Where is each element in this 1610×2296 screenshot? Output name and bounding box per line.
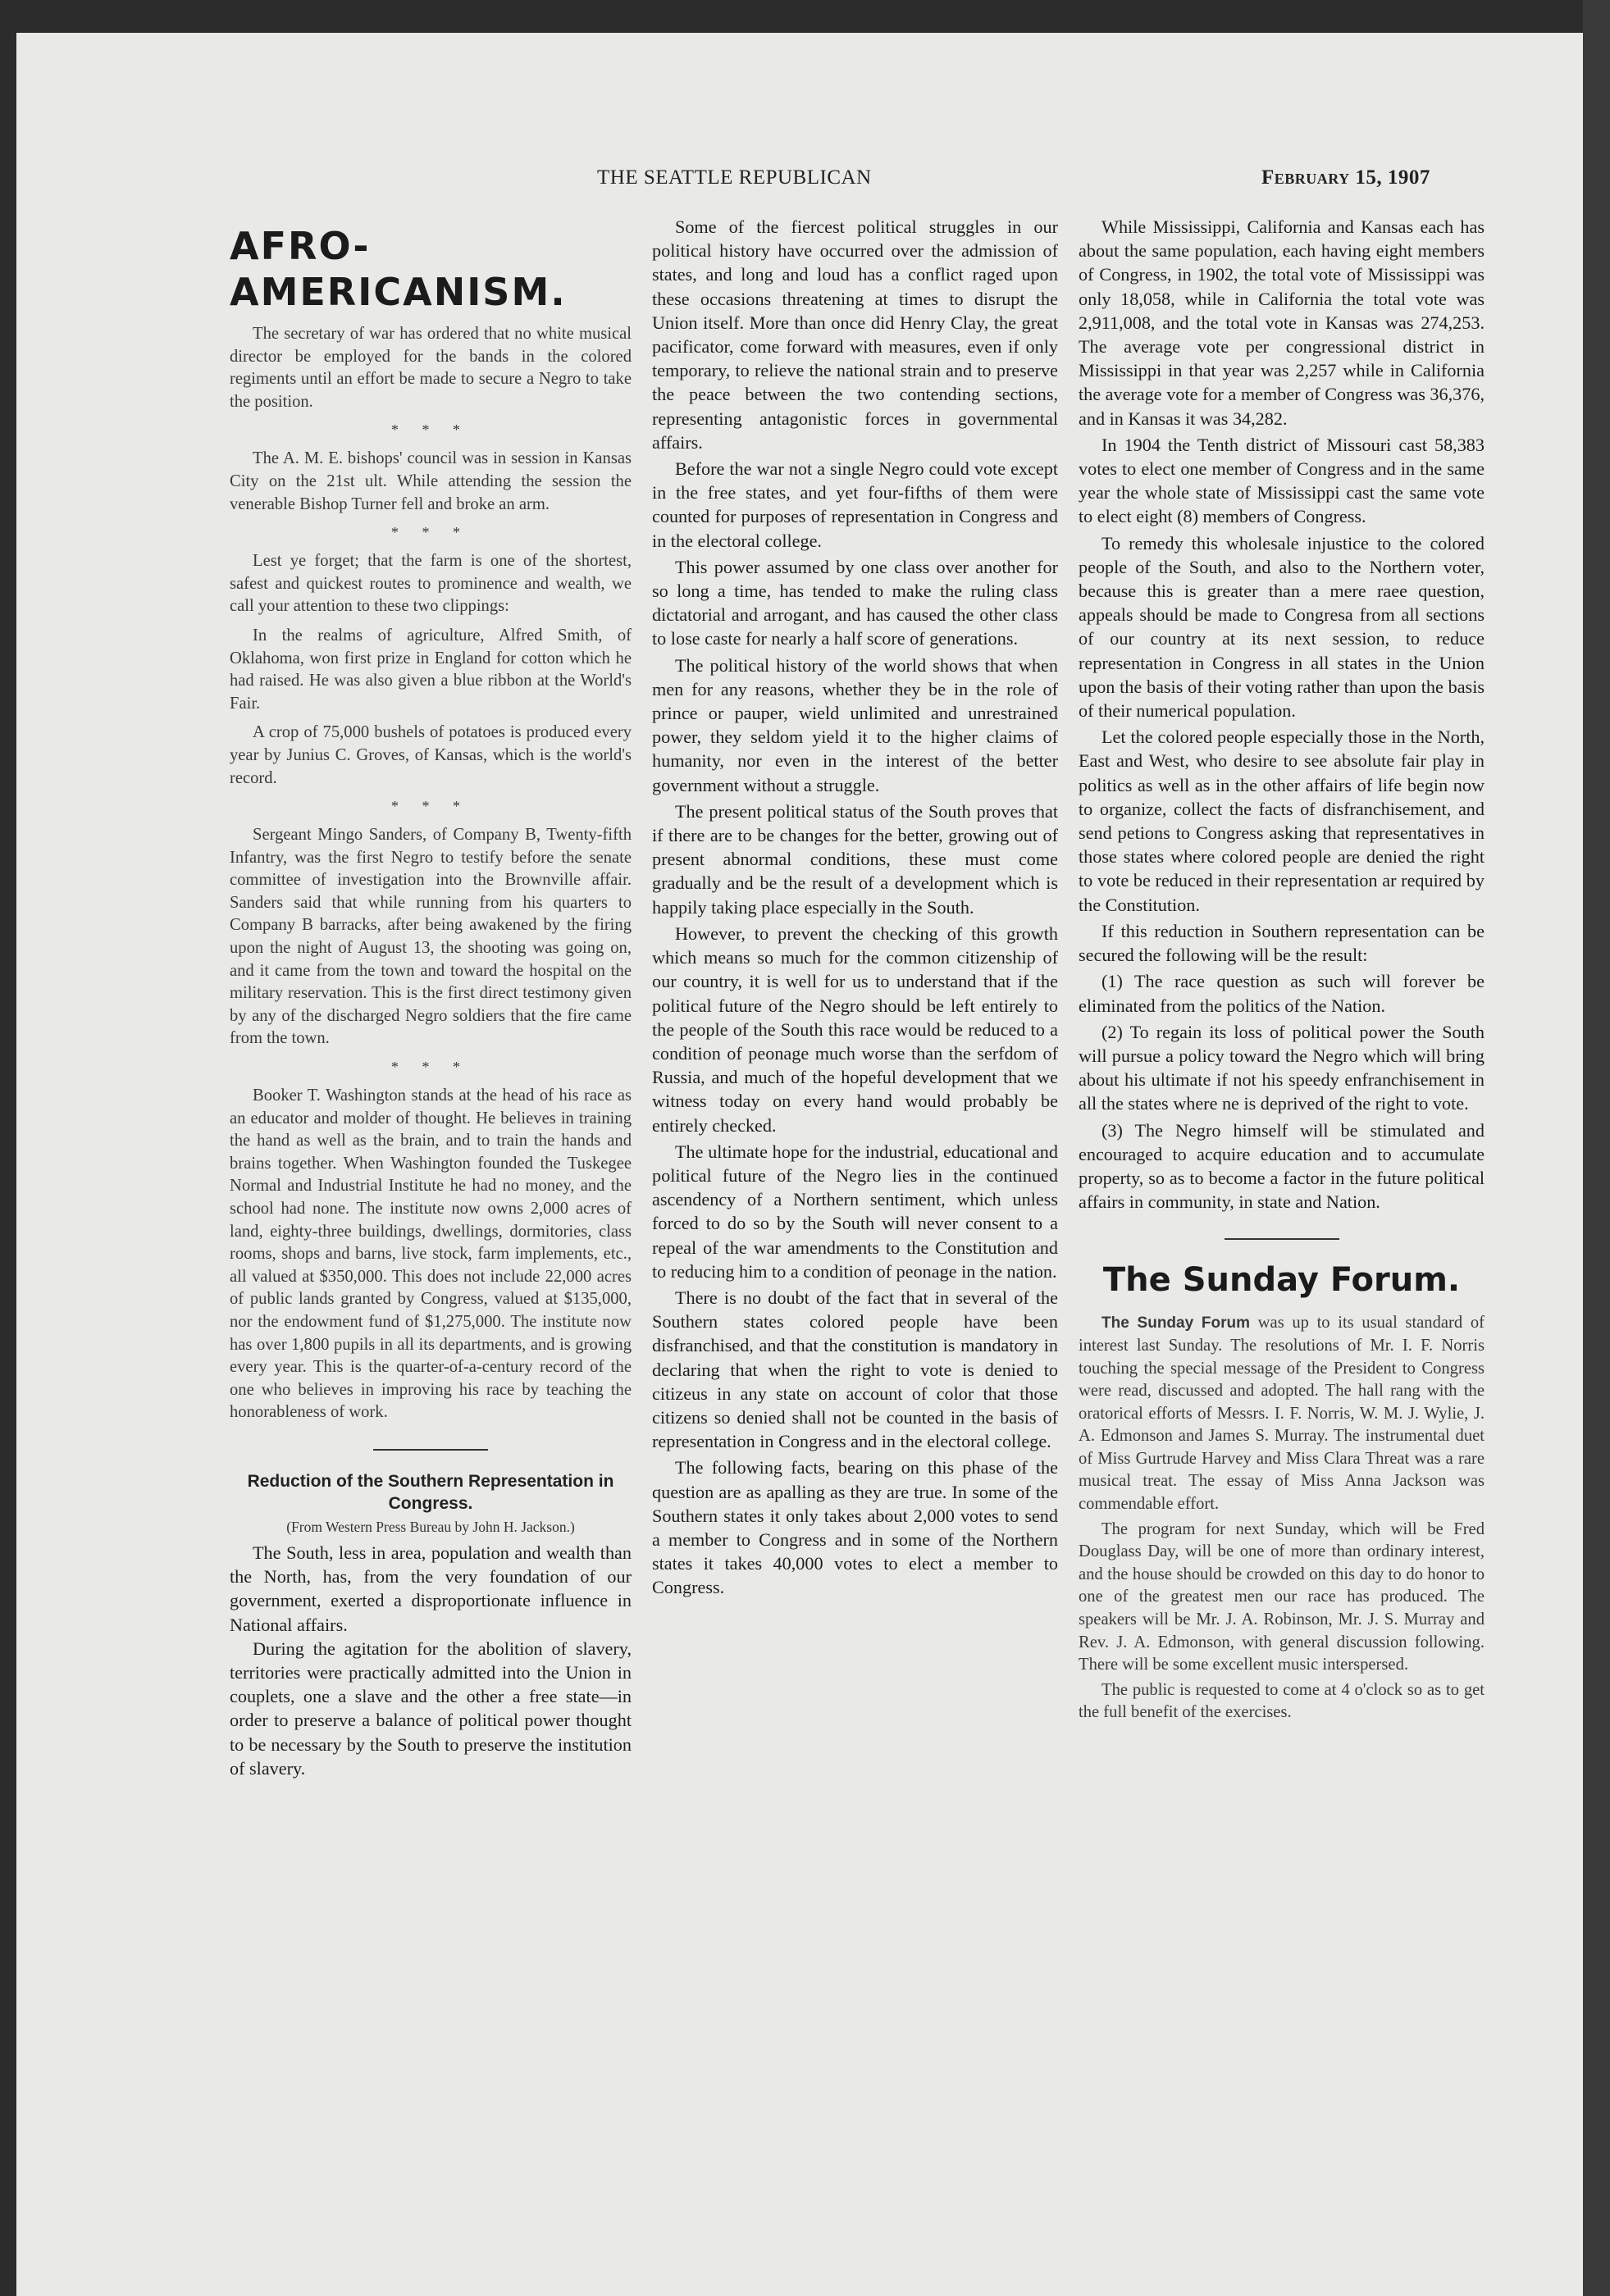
reduction-byline: (From Western Press Bureau by John H. Jackson.) bbox=[286, 1518, 575, 1535]
reduction-paragraph: If this reduction in Southern representation can be secured the following will be the result: bbox=[1079, 920, 1485, 966]
separator-stars: * * * bbox=[391, 421, 470, 439]
reduction-paragraph: During the agitation for the abolition of slavery, territories were practically admitted into the Union in couplets, one a slave and the other a free state—in order to preserve a balance of political power thought to be necessary by the South to preserve the institution of slavery. bbox=[230, 1638, 632, 1779]
separator-stars: * * * bbox=[391, 1059, 470, 1076]
reduction-paragraph: The ultimate hope for the industrial, educational and political future of the Negro lies in the continued ascendency of a Northern sentiment, which unless forced to do so by the South will never consent to a repeal of the war amendments to the Constitution and to reducing him to a condition of peonage in the nation. bbox=[652, 1141, 1058, 1282]
issue-date: February 15, 1907 bbox=[1261, 166, 1430, 189]
forum-paragraph-text: was up to its usual standard of interest last Sunday. The resolutions of Mr. I. F. Norris touching the special message of the President to Congress were read, discussed and adopted. The hall rang with the oratorical efforts of Messrs. I. F. Norris, W. M. J. Wylie, J. A. Edmonson and James S. Murray. The instrumental duet of Miss Gurtrude Harvey and Miss Clara Threat was a rare musical treat. The essay of Miss Anna Jackson was commendable effort. bbox=[1079, 1314, 1485, 1514]
afro-paragraph: The A. M. E. bishops' council was in session in Kansas City on the 21st ult. While attending the session the venerable Bishop Turner fell and broke an arm. bbox=[230, 449, 632, 513]
reduction-paragraph: (2) To regain its loss of political power the South will pursue a policy toward the Negro which will bring about his ultimate if not his speedy enfranchisement in all the states where ne is deprived of the right to vote. bbox=[1079, 1021, 1485, 1114]
afro-paragraph: Lest ye forget; that the farm is one of the shortest, safest and quickest routes to prominence and wealth, we call your attention to these two clippings: bbox=[230, 552, 632, 616]
reduction-paragraph: (1) The race question as such will forever be eliminated from the politics of the Nation. bbox=[1079, 971, 1485, 1016]
section-divider bbox=[1225, 1238, 1339, 1240]
forum-paragraph: The public is requested to come at 4 o'clock so as to get the full benefit of the exercises. bbox=[1079, 1680, 1485, 1722]
column-1 bbox=[230, 223, 632, 1780]
reduction-paragraph: (3) The Negro himself will be stimulated and encouraged to acquire education and to accumulate property, so as to become a factor in the future political affairs in community, in state and Nation. bbox=[1079, 1119, 1485, 1213]
section-divider bbox=[373, 1449, 488, 1451]
afro-americanism-section bbox=[230, 323, 632, 1424]
reduction-paragraph: The following facts, bearing on this phase of the question are as apalling as they are true. In some of the Southern states it only takes about 2,000 votes to send a member to Congress and in some of the Northern states it takes 40,000 votes to elect a member to Congress. bbox=[652, 1457, 1058, 1598]
scan-edge bbox=[1583, 0, 1610, 2296]
forum-paragraph: The program for next Sunday, which will be Fred Douglass Day, will be one of more than ordinary interest, and the house should be crowded on this day to do honor to one of the greatest men our race has produced. The speakers will be Mr. J. A. Robinson, Mr. J. S. Murray and Rev. J. A. Edmonson, with general discussion following. There will be some excellent music interspersed. bbox=[1079, 1519, 1485, 1674]
afro-americanism-heading: AFRO-AMERICANISM. bbox=[230, 224, 567, 314]
column-2 bbox=[652, 215, 1058, 1602]
forum-paragraph bbox=[1079, 1312, 1485, 1515]
reduction-heading: Reduction of the Southern Representation in Congress. bbox=[247, 1471, 614, 1513]
afro-paragraph: A crop of 75,000 bushels of potatoes is produced every year by Junius C. Groves, of Kansas, which is the world's record. bbox=[230, 723, 632, 787]
afro-paragraph: The secretary of war has ordered that no white musical director be employed for the bands in the colored regiments until an effort be made to secure a Negro to take the position. bbox=[230, 325, 632, 411]
forum-lead-in: The Sunday Forum bbox=[1101, 1314, 1251, 1332]
reduction-paragraph: This power assumed by one class over another for so long a time, has tended to make the ruling class dictatorial and arrogant, and has caused the other class to lose caste for nearly a half score of generations. bbox=[652, 556, 1058, 649]
reduction-paragraph: Some of the fiercest political struggles in our political history have occurred over the admission of states, and long and loud has a conflict raged upon these occasions threatening at times to disrupt the Union itself. More than once did Henry Clay, the great pacificator, come forward with measures, even if only temporary, to relieve the national strain and to preserve the peace between the two contending sections, representing antagonistic forces in governmental affairs. bbox=[652, 216, 1058, 453]
reduction-paragraph: While Mississippi, California and Kansas each has about the same population, each having eight members of Congress, in 1902, the total vote of Mississippi was only 18,058, while in California the total vote was 2,911,008, and the total vote in Kansas was 274,253. The average vote per congressional district in Mississippi in that year was 2,257 while in California the average vote for a member of Congress was 36,376, and in Kansas it was 34,282. bbox=[1079, 216, 1485, 429]
reduction-paragraph: The South, less in area, population and wealth than the North, has, from the very foundation of our government, exerted a disproportionate influence in National affairs. bbox=[230, 1542, 632, 1635]
afro-paragraph: Booker T. Washington stands at the head of his race as an educator and molder of thought. He believes in training the hand as well as the brain, and to train the hands and brains together. When Washington founded the Tuskegee Normal and Industrial Institute he had no money, and the school had none. The institute now owns 2,000 acres of land, eighty-three buildings, dwellings, dormitories, class rooms, shops and barns, live stock, farm implements, etc., all valued at $350,000. This does not include 22,000 acres of public lands granted by Congress, valued at $135,000, nor the endowment fund of $1,275,000. The institute now has over 1,800 pupils in all its departments, and is growing every year. This is the quarter-of-a-century record of the one who believes in improving his race by teaching the honorableness of work. bbox=[230, 1086, 632, 1422]
reduction-paragraph: There is no doubt of the fact that in several of the Southern states colored people have been disfranchised, and that the constitution is mandatory in declaring that when the right to vote is denied to citizeus in any state on account of color that those citizens so denied shall not be counted in the basis of representation in Congress and in the electoral college. bbox=[652, 1287, 1058, 1452]
reduction-paragraph: To remedy this wholesale injustice to the colored people of the South, and also to the Northern voter, because this is greater than a mere raee question, appeals should be made to Congresa from all sections of our country at its next session, to reduce representation in Congress in all states in the Union upon the basis of their voting rather than upon the basis of their numerical population. bbox=[1079, 532, 1485, 722]
sunday-forum-heading: The Sunday Forum. bbox=[1102, 1261, 1461, 1300]
reduction-paragraph: Let the colored people especially those in the North, East and West, who desire to see absolute fair play in politics as well as in the other affairs of life begin now to organize, collect the facts of disfranchisement, and send petions to Congress asking that representatives in those states where colored people are denied the right to vote be reduced in their representation ar required by the Constitution. bbox=[1079, 727, 1485, 915]
column-3 bbox=[1079, 215, 1485, 1727]
separator-stars: * * * bbox=[391, 524, 470, 541]
reduction-paragraph: However, to prevent the checking of this growth which means so much for the common citizenship of our country, it is well for us to understand that if the political future of the Negro should be left entirely to the people of the South this race would be reduced to a condition of peonage much worse than the serfdom of Russia, and much of the hopeful development that we witness today on every hand would probably be entirely checked. bbox=[652, 922, 1058, 1136]
reduction-paragraph: The political history of the world shows that when men for any reasons, whether they be in the role of prince or pauper, wield unlimited and unrestrained power, they seldom yield it to the higher claims of humanity, nor even in the interest of the better government without a struggle. bbox=[652, 654, 1058, 795]
reduction-paragraph: In 1904 the Tenth district of Missouri cast 58,383 votes to elect one member of Congress and in the same year the whole state of Mississippi cast the same vote to elect eight (8) members of Congress. bbox=[1079, 434, 1485, 527]
separator-stars: * * * bbox=[391, 798, 470, 815]
reduction-paragraph: Before the war not a single Negro could vote except in the free states, and yet four-fifths of them were counted for purposes of representation in Congress and in the electoral college. bbox=[652, 458, 1058, 551]
reduction-paragraph: The present political status of the South proves that if there are to be changes for the better, growing out of present abnormal conditions, these must come gradually and be the result of a development which is happily taking place especially in the South. bbox=[652, 800, 1058, 918]
afro-paragraph: In the realms of agriculture, Alfred Smith, of Oklahoma, won first prize in England for cotton which he had raised. He was also given a blue ribbon at the World's Fair. bbox=[230, 626, 632, 713]
afro-paragraph: Sergeant Mingo Sanders, of Company B, Twenty-fifth Infantry, was the first Negro to testify before the senate committee of investigation into the Brownville affair. Sanders said that while running from his quarters to Company B barracks, after being awakened by the firing upon the night of August 13, the shooting was going on, and it came from the town and toward the hospital on the military reservation. This is the first direct testimony given by any of the discharged Negro soldiers that the fire came from the town. bbox=[230, 826, 632, 1048]
masthead-title: THE SEATTLE REPUBLICAN bbox=[597, 166, 872, 189]
